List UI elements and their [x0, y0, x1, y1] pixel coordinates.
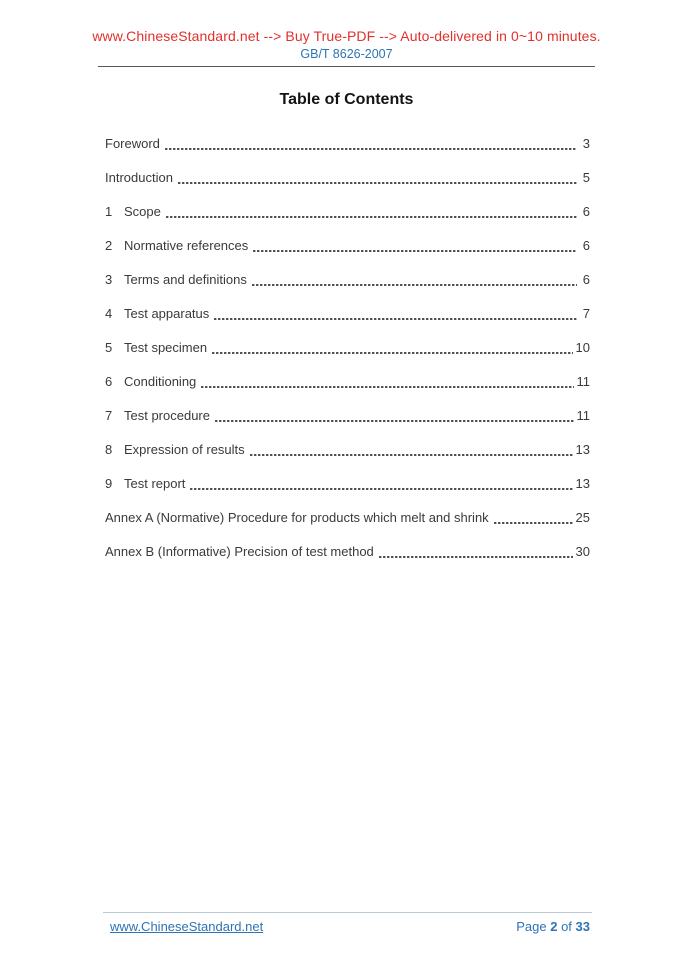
toc-leader-dots	[201, 386, 573, 388]
toc-entry-number: 1	[105, 203, 113, 219]
toc-entry	[105, 330, 590, 364]
toc-entry	[105, 432, 590, 466]
toc-leader-dots	[178, 182, 577, 184]
toc-leader-dots	[190, 488, 572, 490]
toc-entry-page: 3	[582, 135, 590, 151]
toc-entry-page: 6	[582, 203, 590, 219]
toc-entry-number: 2	[105, 237, 113, 253]
toc-entry	[105, 500, 590, 534]
toc-entry-title: Normative references	[124, 237, 249, 253]
toc-entry	[105, 262, 590, 296]
toc-leader-dots	[212, 352, 572, 354]
toc-entry-page: 13	[575, 475, 590, 491]
toc-entry	[105, 296, 590, 330]
toc-entry-title: Test procedure	[124, 407, 210, 423]
total-page-count: 33	[575, 919, 590, 934]
toc-leader-dots	[252, 284, 577, 286]
toc-entry-number: 4	[105, 305, 113, 321]
toc-entry	[105, 126, 590, 160]
toc-entry-number: 5	[105, 339, 113, 355]
toc-leader-dots	[494, 522, 573, 524]
toc-entry-page: 11	[576, 407, 590, 423]
toc-entry	[105, 534, 590, 568]
standard-number: GB/T 8626-2007	[300, 47, 393, 61]
toc-leader-dots	[379, 556, 573, 558]
toc-entry-page: 10	[575, 339, 590, 355]
toc-entry	[105, 466, 590, 500]
toc-leader-dots	[253, 250, 577, 252]
toc-entry-title: Foreword	[105, 135, 160, 151]
promo-banner-link[interactable]: www.ChineseStandard.net --> Buy True-PDF --> Auto-delivered in 0~10 minutes.	[92, 28, 601, 44]
toc-entry	[105, 160, 590, 194]
toc-leader-dots	[214, 318, 577, 320]
of-word: of	[561, 919, 572, 934]
toc-entry-page: 5	[582, 169, 590, 185]
toc-entry-number: 8	[105, 441, 113, 457]
toc-entry-title: Test report	[124, 475, 186, 491]
page-number-indicator	[516, 919, 590, 934]
footer-divider	[103, 912, 592, 913]
toc-entry-page: 11	[576, 373, 590, 389]
toc-entry-number: 6	[105, 373, 113, 389]
toc-entry-page: 6	[582, 271, 590, 287]
toc-entry-page: 25	[575, 509, 590, 525]
toc-entry-title: Test apparatus	[124, 305, 210, 321]
toc-entry-page: 30	[575, 543, 590, 559]
toc-leader-dots	[165, 148, 577, 150]
toc-entry-title: Annex A (Normative) Procedure for products which melt and shrink	[105, 509, 489, 525]
toc-entry-title: Expression of results	[124, 441, 245, 457]
toc-entry-page: 6	[582, 237, 590, 253]
toc-entry	[105, 228, 590, 262]
toc-entry-page: 13	[575, 441, 590, 457]
toc-entry-title: Introduction	[105, 169, 173, 185]
toc-leader-dots	[166, 216, 577, 218]
toc-entry-title: Annex B (Informative) Precision of test method	[105, 543, 374, 559]
toc-entry-title: Test specimen	[124, 339, 208, 355]
toc-entry	[105, 364, 590, 398]
table-of-contents	[105, 126, 590, 568]
current-page-number: 2	[550, 919, 558, 934]
toc-leader-dots	[250, 454, 573, 456]
toc-entry	[105, 194, 590, 228]
page-word: Page	[516, 919, 547, 934]
toc-entry-title: Conditioning	[124, 373, 197, 389]
toc-entry-number: 9	[105, 475, 113, 491]
toc-entry-page: 7	[582, 305, 590, 321]
header-divider	[98, 66, 595, 67]
toc-entry-title: Terms and definitions	[124, 271, 247, 287]
toc-entry-number: 7	[105, 407, 113, 423]
toc-entry	[105, 398, 590, 432]
toc-leader-dots	[215, 420, 574, 422]
footer-website-link[interactable]: www.ChineseStandard.net	[110, 919, 264, 934]
page-title: Table of Contents	[279, 91, 414, 108]
toc-entry-title: Scope	[124, 203, 161, 219]
toc-entry-number: 3	[105, 271, 113, 287]
